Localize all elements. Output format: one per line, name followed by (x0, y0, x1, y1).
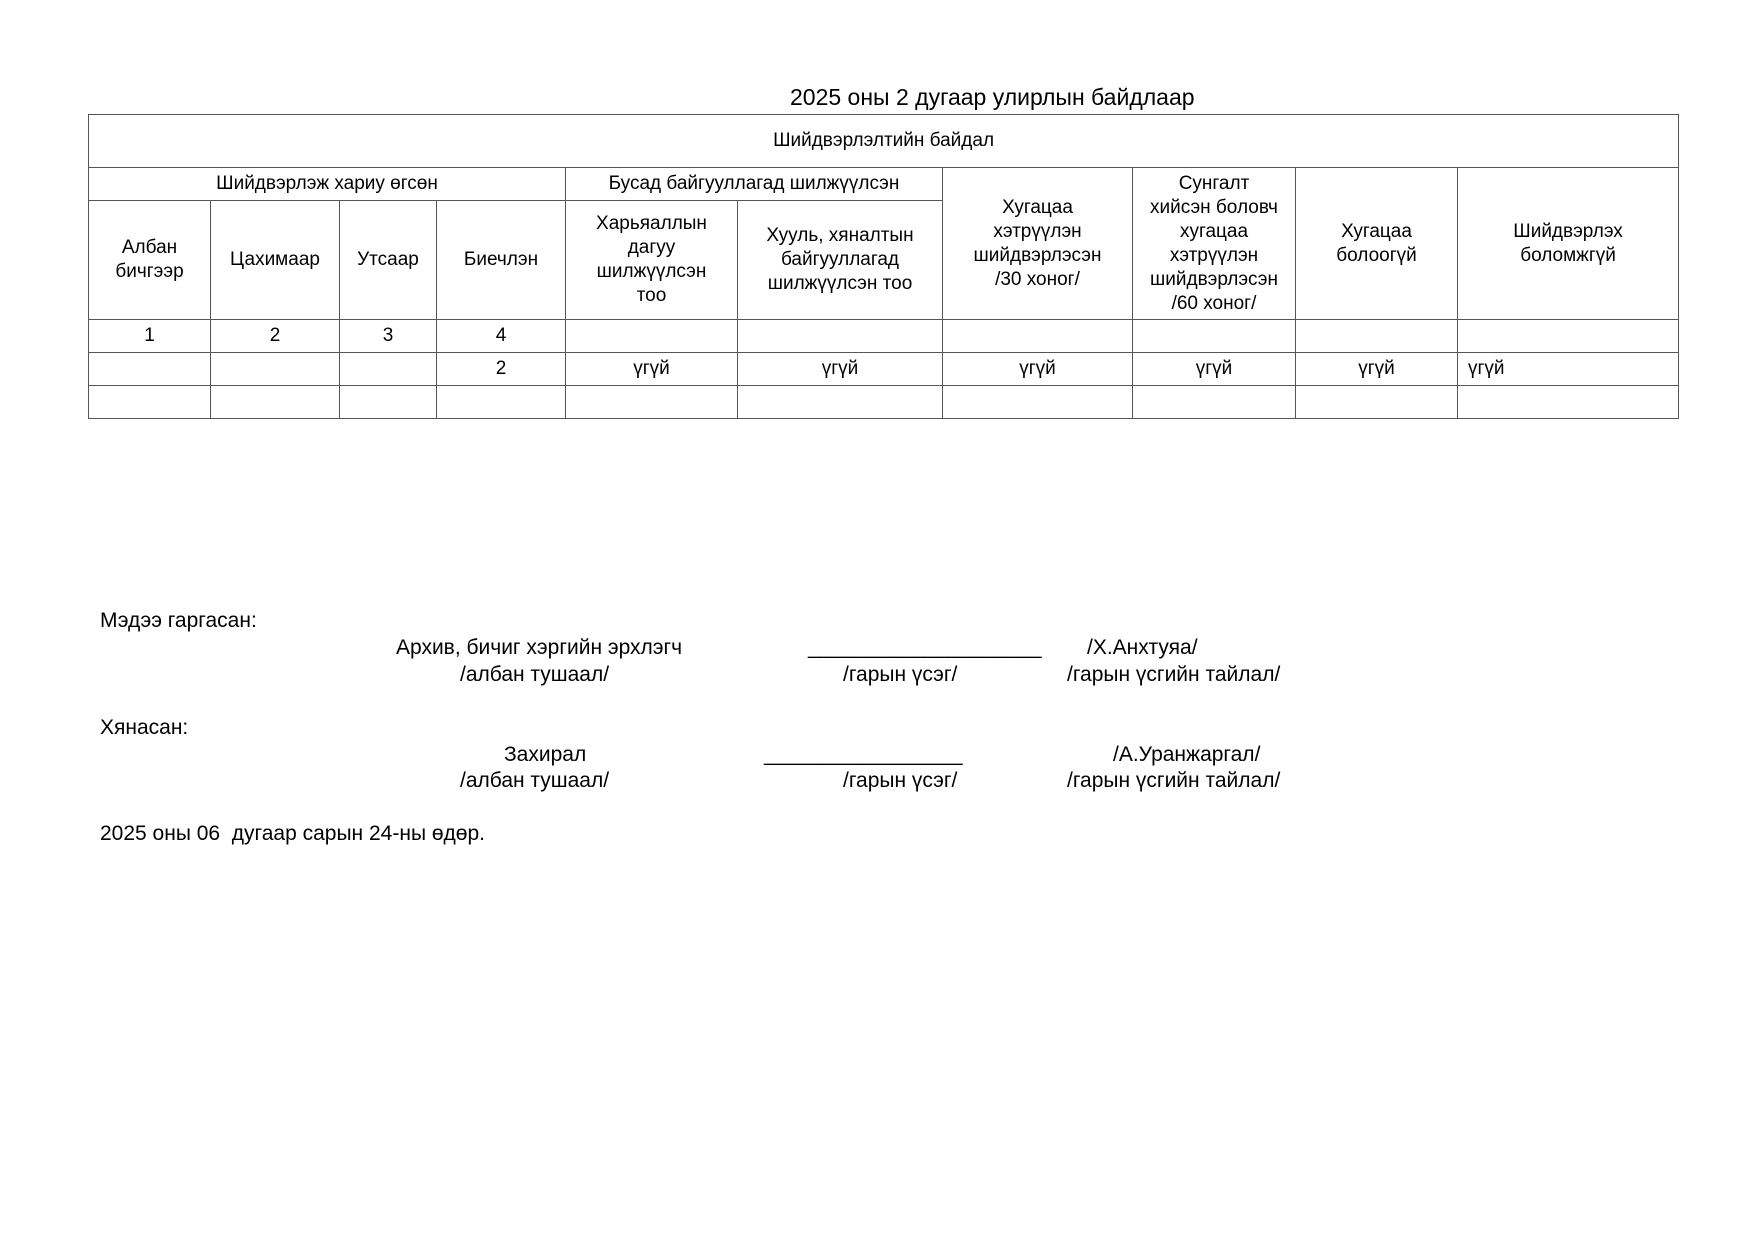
table-cell (1458, 320, 1679, 353)
position-caption: /албан тушаал/ (460, 769, 610, 792)
table-cell: үгүй (943, 353, 1133, 386)
header-by-jurisdiction: Харьяаллын дагуу шилжүүлсэн тоо (566, 201, 738, 320)
table-cell (1133, 386, 1296, 419)
header-to-law-enforcement: Хууль, хяналтын байгууллагад шилжүүлсэн тоо (738, 201, 943, 320)
table-row-empty (89, 386, 1679, 419)
table-cell (566, 320, 738, 353)
table-cell (340, 353, 437, 386)
decision-status-table (88, 114, 1679, 419)
reported-name: /Х.Анхтуяа/ (1087, 636, 1198, 659)
report-title: 2025 оны 2 дугаар улирлын байдлаар (790, 84, 1195, 110)
table-cell: 2 (437, 353, 566, 386)
header-decision-status: Шийдвэрлэлтийн байдал (89, 115, 1679, 168)
table-cell: үгүй (1296, 353, 1458, 386)
table-cell (943, 320, 1133, 353)
checked-signature-line: _________________ (764, 743, 963, 766)
checked-position: Захирал (504, 743, 587, 766)
table-cell (437, 386, 566, 419)
table-cell (89, 353, 211, 386)
name-caption: /гарын үсгийн тайлал/ (1067, 663, 1281, 686)
table-cell (943, 386, 1133, 419)
table-cell (211, 353, 340, 386)
table-row-index (89, 320, 1679, 353)
table-cell (1458, 386, 1679, 419)
checked-name: /А.Уранжаргал/ (1113, 743, 1261, 766)
checked-by-label: Хянасан: (100, 716, 189, 739)
header-in-person: Биечлэн (437, 201, 566, 320)
reported-by-label: Мэдээ гаргасан: (100, 609, 257, 632)
table-cell (340, 386, 437, 419)
reported-position: Архив, бичиг хэргийн эрхлэгч (396, 636, 683, 659)
table-cell: үгүй (1133, 353, 1296, 386)
header-official-letter: Албан бичгээр (89, 201, 211, 320)
name-caption: /гарын үсгийн тайлал/ (1067, 769, 1281, 792)
table-cell: 2 (211, 320, 340, 353)
table-cell (738, 386, 943, 419)
table-header-row-main (89, 115, 1679, 168)
table-header-row-groups (89, 168, 1679, 201)
table-cell: үгүй (1458, 353, 1679, 386)
header-forwarded-group: Бусад байгууллагад шилжүүлсэн (566, 168, 943, 201)
table-cell: 4 (437, 320, 566, 353)
report-date: 2025 оны 06 дугаар сарын 24-ны өдөр. (100, 822, 485, 845)
header-not-expired: Хугацаа болоогүй (1296, 168, 1458, 320)
table-cell (1296, 386, 1458, 419)
table-cell: үгүй (566, 353, 738, 386)
table-cell: 1 (89, 320, 211, 353)
table-cell (211, 386, 340, 419)
table-cell (738, 320, 943, 353)
table-cell (89, 386, 211, 419)
header-impossible: Шийдвэрлэх боломжгүй (1458, 168, 1679, 320)
table-row-data (89, 353, 1679, 386)
header-overdue-30: Хугацаа хэтрүүлэн шийдвэрлэсэн /30 хоног/ (943, 168, 1133, 320)
signature-caption: /гарын үсэг/ (843, 769, 958, 792)
table-cell: 3 (340, 320, 437, 353)
position-caption: /албан тушаал/ (460, 663, 610, 686)
header-phone: Утсаар (340, 201, 437, 320)
signature-caption: /гарын үсэг/ (843, 663, 958, 686)
header-electronic: Цахимаар (211, 201, 340, 320)
table-cell (566, 386, 738, 419)
reported-signature-line: ____________________ (808, 636, 1042, 659)
table-cell (1296, 320, 1458, 353)
header-extended-60: Сунгалт хийсэн боловч хугацаа хэтрүүлэн шийдвэрлэсэн /60 хоног/ (1133, 168, 1296, 320)
table-cell: үгүй (738, 353, 943, 386)
table-cell (1133, 320, 1296, 353)
header-answered-group: Шийдвэрлэж хариу өгсөн (89, 168, 566, 201)
